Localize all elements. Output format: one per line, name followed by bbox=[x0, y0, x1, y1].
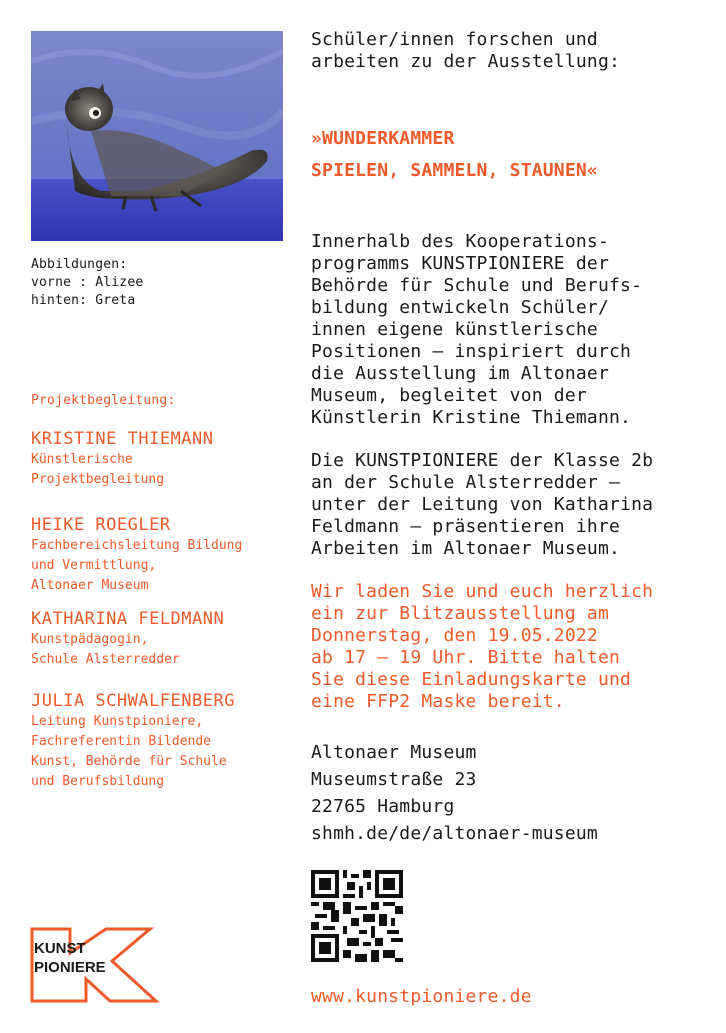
person-name: KRISTINE THIEMANN bbox=[31, 429, 214, 449]
caption-back: hinten: Greta bbox=[31, 293, 136, 308]
person-name: HEIKE ROEGLER bbox=[31, 515, 171, 535]
logo-line1: KUNST bbox=[34, 940, 86, 957]
museum-address: Altonaer Museum Museumstraße 23 22765 Hamburg shmh.de/de/altonaer-museum bbox=[311, 742, 598, 844]
person-name: JULIA SCHWALFENBERG bbox=[31, 691, 235, 711]
person-role: Leitung Kunstpioniere, Fachreferentin Bildende Kunst, Behörde für Schule und Berufsbildung bbox=[31, 714, 227, 789]
logo-line2: PIONIERE bbox=[34, 959, 106, 976]
person-role: Kunstpädagogin, Schule Alsterredder bbox=[31, 632, 180, 667]
caption-heading: Abbildungen: bbox=[31, 257, 128, 272]
program-description: Innerhalb des Kooperations- programms KUNSTPIONIERE der Behörde für Schule und Berufs- bildung entwickeln Schüler/ innen eigene künstlerische Positionen – inspiriert durch die Ausstellung im Altonaer Museum, begleitet von der Künstlerin Kristine Thiemann. bbox=[311, 231, 643, 428]
intro-text: Schüler/innen forschen und arbeiten zu der Ausstellung: bbox=[311, 29, 621, 72]
caption-front: vorne : Alizee bbox=[31, 275, 144, 290]
person-role: Fachbereichsleitung Bildung und Vermittlung, Altonaer Museum bbox=[31, 538, 243, 593]
exhibition-subtitle: SPIELEN, SAMMELN, STAUNEN« bbox=[311, 160, 598, 181]
person-name: KATHARINA FELDMANN bbox=[31, 609, 225, 629]
person-role: Künstlerische Projektbegleitung bbox=[31, 452, 165, 487]
person-entry bbox=[31, 608, 291, 670]
kunstpioniere-logo bbox=[28, 925, 163, 1005]
qr-code[interactable] bbox=[311, 870, 403, 962]
exhibition-photo bbox=[31, 31, 283, 241]
image-caption bbox=[31, 256, 143, 310]
invitation-text: Wir laden Sie und euch herzlich ein zur Blitzausstellung am Donnerstag, den 19.05.2022 ab 17 – 19 Uhr. Bitte halten Sie diese Einladungskarte und eine FFP2 Maske bereit. bbox=[311, 581, 654, 712]
class-description: Die KUNSTPIONIERE der Klasse 2b an der Schule Alsterredder – unter der Leitung von Katharina Feldmann – präsentieren ihre Arbeiten im Altonaer Museum. bbox=[311, 450, 654, 559]
project-support-label: Projektbegleitung: bbox=[31, 393, 176, 408]
exhibition-title: »WUNDERKAMMER bbox=[311, 128, 455, 149]
website-link[interactable]: www.kunstpioniere.de bbox=[311, 986, 532, 1007]
person-entry bbox=[31, 514, 291, 596]
person-entry bbox=[31, 428, 291, 490]
person-entry bbox=[31, 690, 291, 792]
